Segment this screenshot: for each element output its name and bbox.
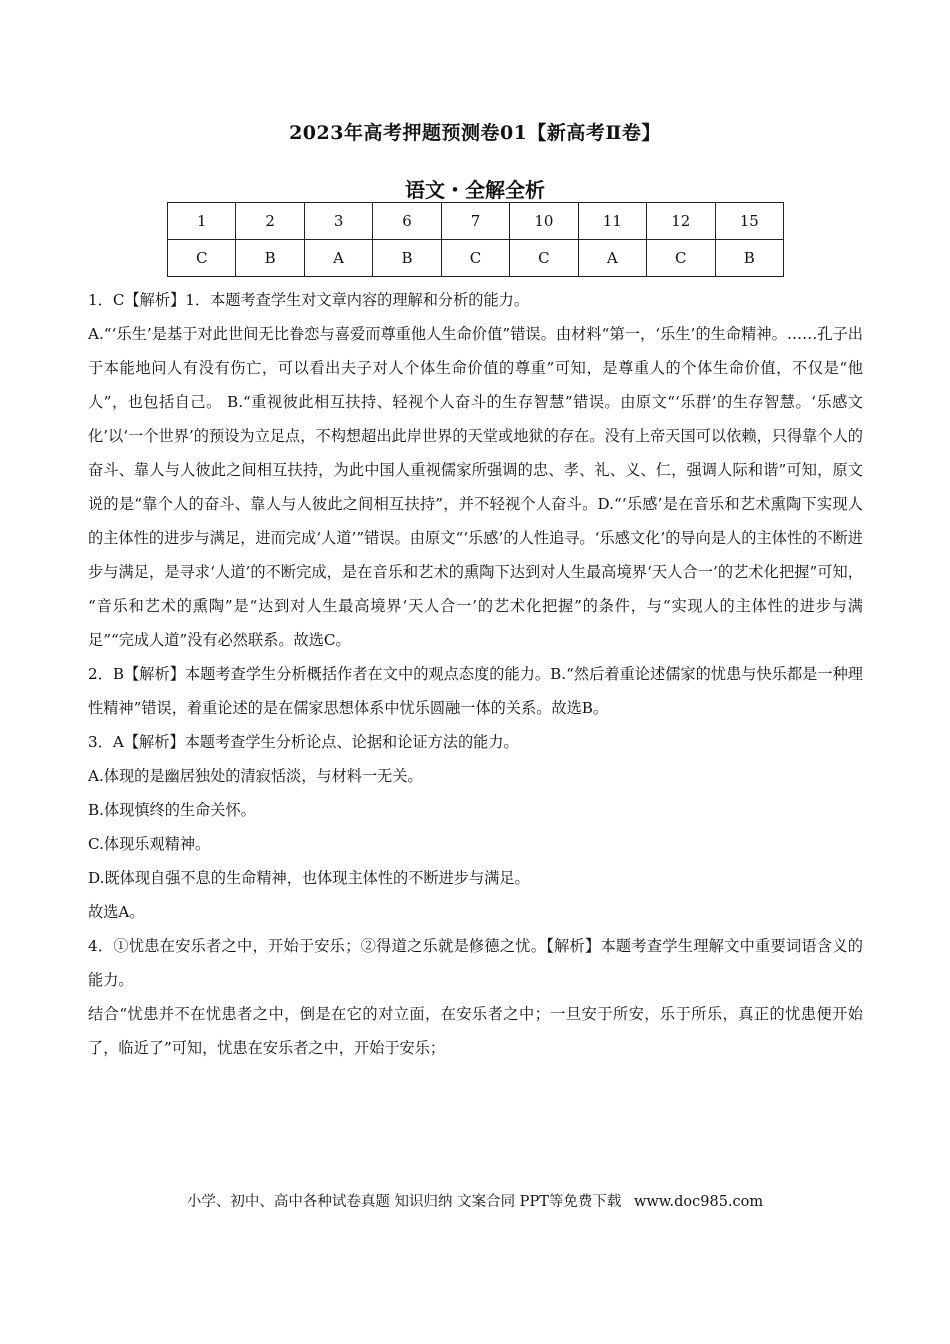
page-subtitle: 语文・全解全析 [405, 178, 545, 202]
question-number-cell: 7 [441, 203, 509, 240]
page-title: 2023年高考押题预测卷01【新高考Ⅱ卷】 [289, 122, 661, 144]
explanation-paragraph: A.“‘乐生’是基于对此世间无比眷恋与喜爱而尊重他人生命价值”错误。由材料“第一，‘乐生’的生命精神。……孔子出于本能地问人有没有伤亡，可以看出夫子对人个体生命价值的尊重”可知，是尊重人的个体生命价值，不仅是“他人”，也包括自己。 B.“重视彼此相互扶持、轻视个人奋斗的生存智慧”错误。由原文“‘乐群’的生存智慧。‘乐感文化’以‘一个世界’的预设为立足点，不构想超出此岸世界的天堂或地狱的存在。没有上帝天国可以依赖，只得靠个人的奋斗、靠人与人彼此之间相互扶持，为此中国人重视儒家所强调的忠、孝、礼、义、仁，强调人际和谐”可知，原文说的是“靠个人的奋斗、靠人与人彼此之间相互扶持”，并不轻视个人奋斗。D.“‘乐感’是在音乐和艺术熏陶下实现人的主体性的进步与满足，进而完成‘人道’”错误。由原文“‘乐感’的人性追寻。‘乐感文化’的导向是人的主体性的不断进步与满足，是寻求‘人道’的不断完成，是在音乐和艺术的熏陶下达到对人生最高境界‘天人合一’的艺术化把握”可知， “音乐和艺术的熏陶”是“达到对人生最高境界‘天人合一’的艺术化把握”的条件，与“实现人的主体性的进步与满足”“完成人道”没有必然联系。故选C。 [88, 325, 863, 649]
question-number-cell: 11 [578, 203, 646, 240]
question-number-cell: 3 [304, 203, 372, 240]
explanation-paragraph: B.体现慎终的生命关怀。 [88, 801, 256, 819]
answer-cell: C [168, 240, 236, 277]
answer-cell: B [236, 240, 304, 277]
explanation-paragraph: 2．B【解析】本题考查学生分析概括作者在文中的观点态度的能力。B.“然后着重论述儒家的忧患与快乐都是一种理性精神”错误，着重论述的是在儒家思想体系中忧乐圆融一体的关系。故选B。 [88, 665, 863, 717]
footer-text: 小学、初中、高中各种试卷真题 知识归纳 文案合同 PPT等免费下载 [186, 1194, 622, 1210]
question-number-cell: 6 [373, 203, 441, 240]
page-footer [0, 1190, 950, 1211]
question-number-cell: 1 [168, 203, 236, 240]
question-number-cell: 10 [510, 203, 578, 240]
explanation-paragraph: C.体现乐观精神。 [88, 835, 211, 853]
explanation-paragraph: 结合“忧患并不在忧患者之中，倒是在它的对立面，在安乐者之中；一旦安于所安，乐于所乐，真正的忧患便开始了，临近了”可知，忧患在安乐者之中，开始于安乐； [88, 1005, 863, 1057]
question-number-cell: 12 [647, 203, 715, 240]
answer-row [168, 240, 784, 277]
answer-cell: B [373, 240, 441, 277]
answer-cell: B [715, 240, 784, 277]
explanation-paragraph: 4．①忧患在安乐者之中，开始于安乐；②得道之乐就是修德之忧。【解析】本题考查学生理解文中重要词语含义的能力。 [88, 937, 863, 989]
answer-cell: A [304, 240, 372, 277]
question-number-row [168, 203, 784, 240]
answer-table [167, 202, 784, 277]
explanation-paragraph: 3．A【解析】本题考查学生分析论点、论据和论证方法的能力。 [88, 733, 519, 751]
footer-link[interactable]: www.doc985.com [633, 1194, 764, 1210]
explanation-paragraph: D.既体现自强不息的生命精神，也体现主体性的不断进步与满足。 [88, 869, 530, 887]
question-number-cell: 15 [715, 203, 784, 240]
answer-cell: C [647, 240, 715, 277]
explanation-paragraph: A.体现的是幽居独处的清寂恬淡，与材料一无关。 [88, 767, 423, 785]
answer-cell: C [510, 240, 578, 277]
question-number-cell: 2 [236, 203, 304, 240]
explanation-paragraph: 1．C【解析】1．本题考查学生对文章内容的理解和分析的能力。 [88, 291, 530, 309]
explanation-body [88, 283, 863, 1065]
answer-cell: A [578, 240, 646, 277]
explanation-paragraph: 故选A。 [88, 903, 145, 921]
answer-cell: C [441, 240, 509, 277]
